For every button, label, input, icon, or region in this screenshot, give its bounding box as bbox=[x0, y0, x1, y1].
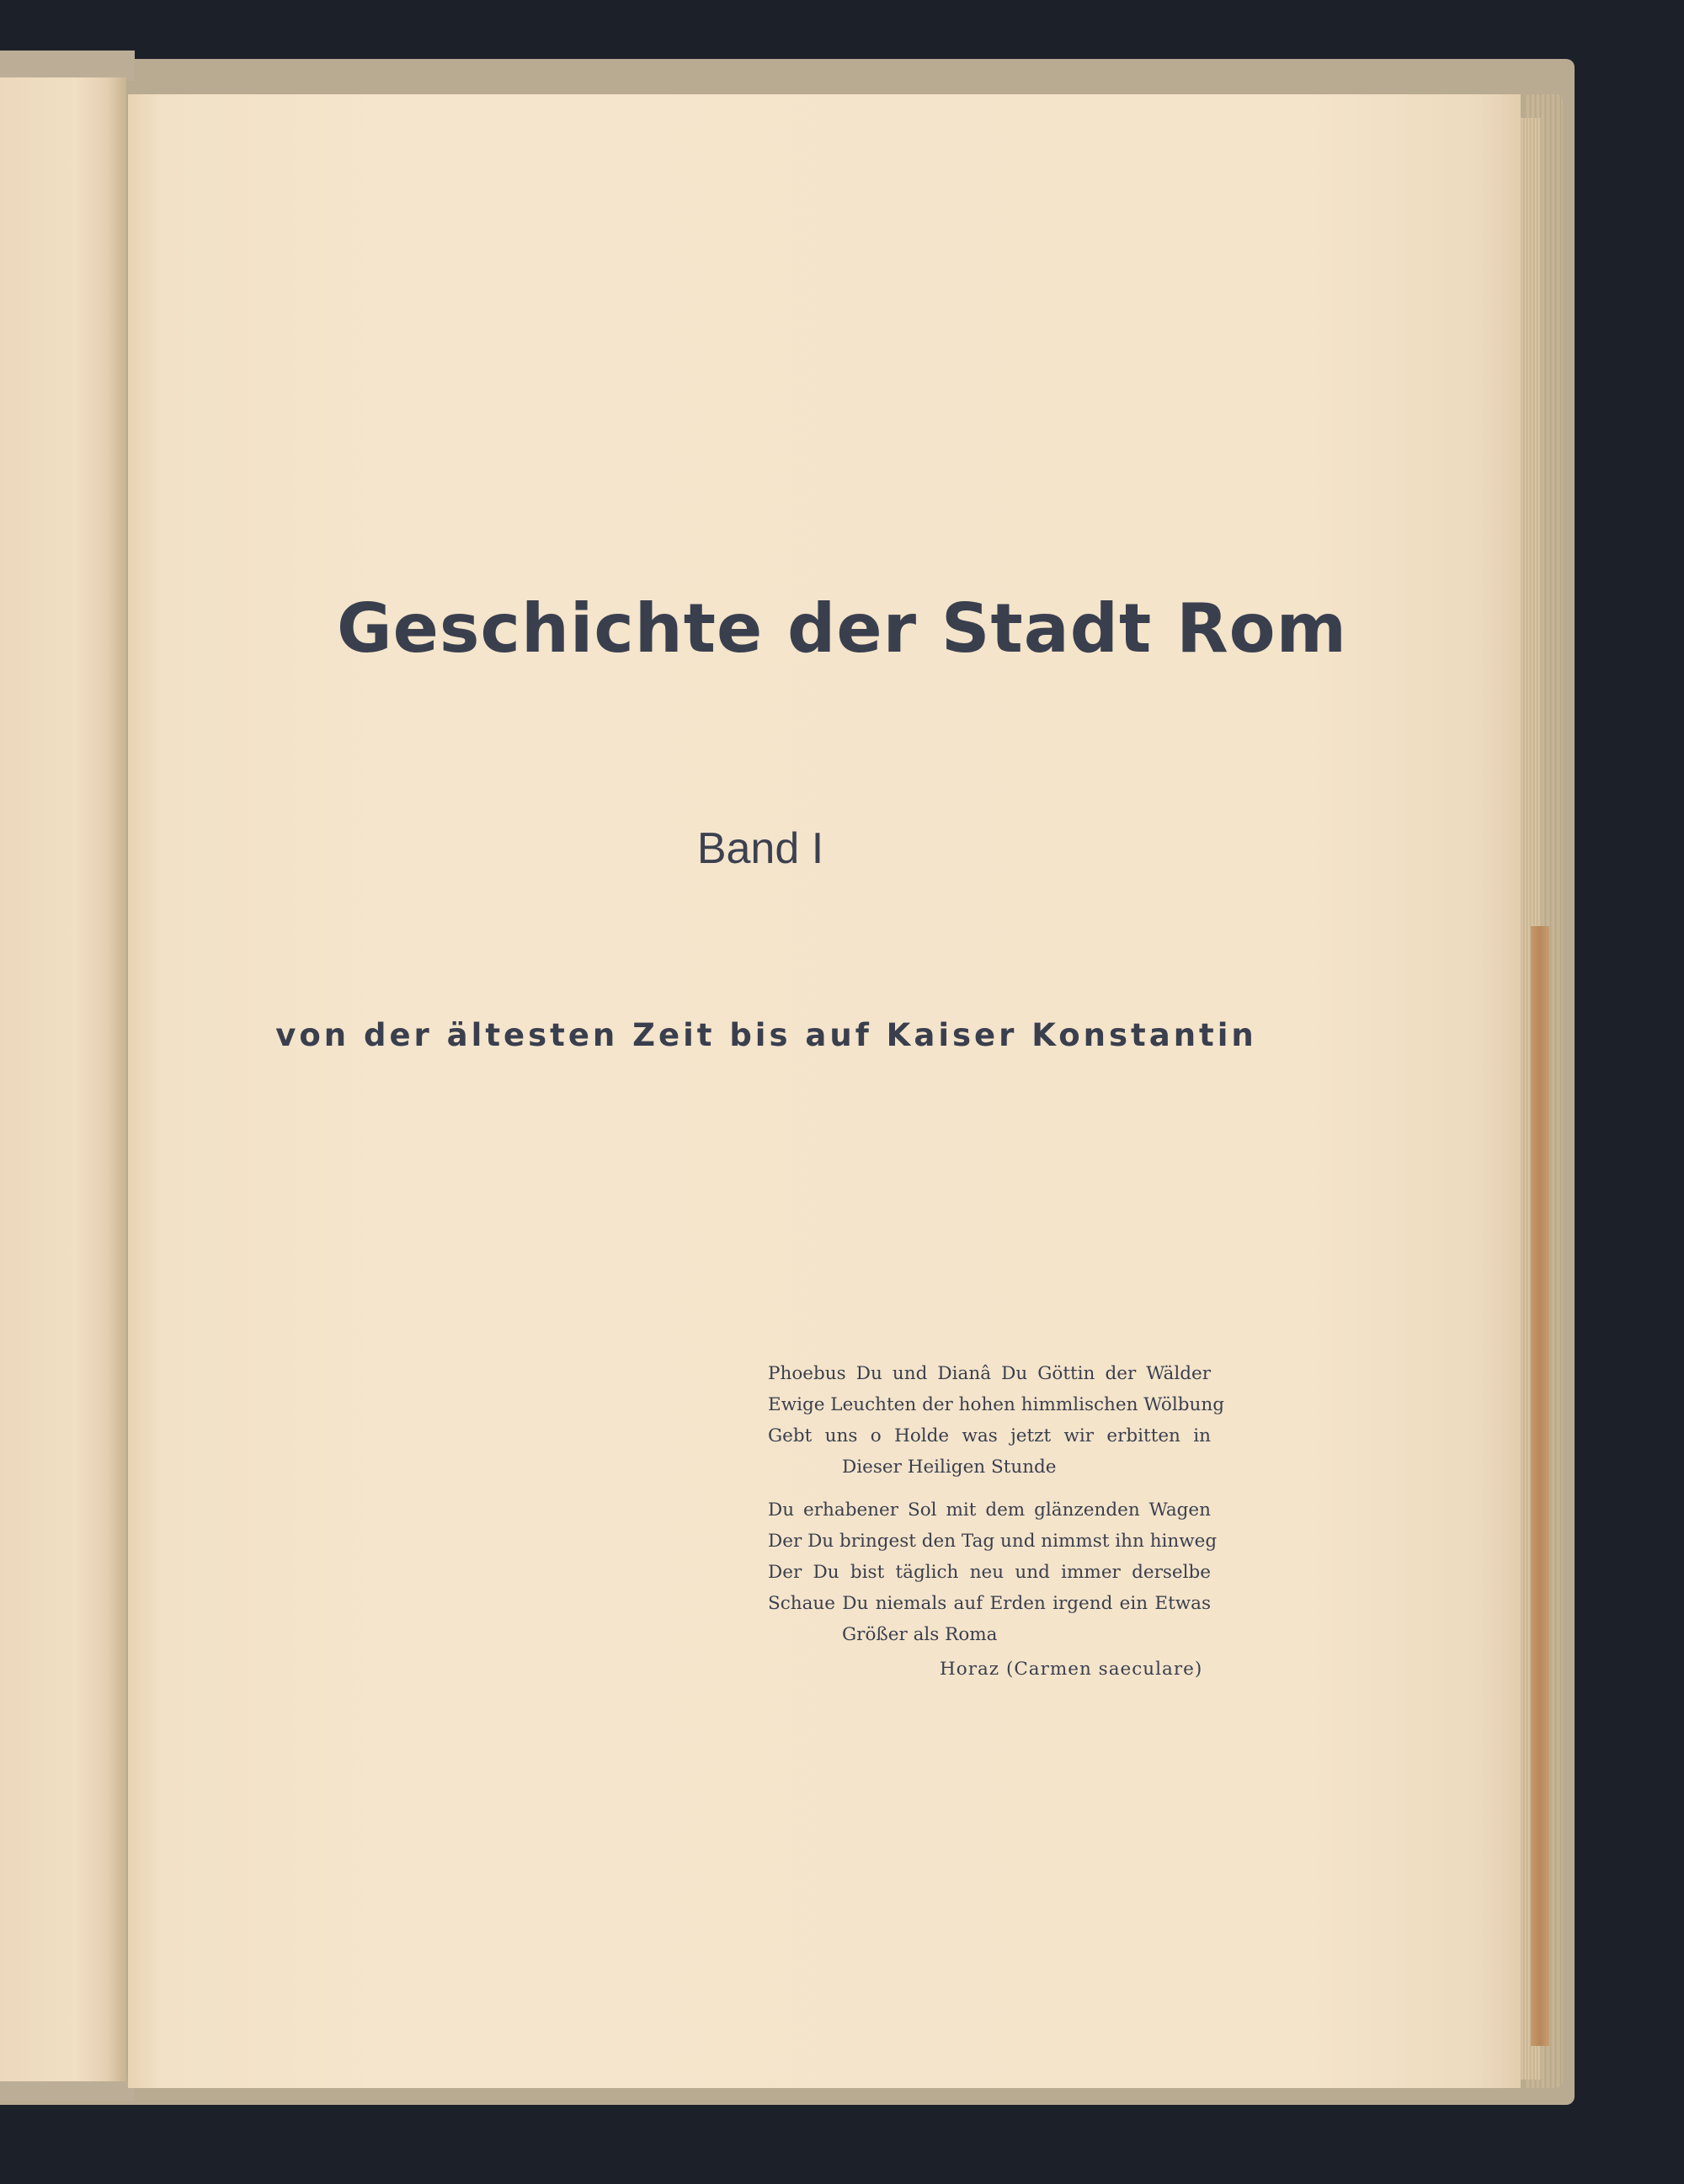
poem-line: Größer als Roma bbox=[842, 1624, 998, 1645]
poem-line: Schaue Du niemals auf Erden irgend ein Etwas bbox=[768, 1593, 1211, 1614]
poem-line: Du erhabener Sol mit dem glänzenden Wagen bbox=[768, 1500, 1211, 1521]
title-page bbox=[128, 94, 1521, 2088]
poem-line: Phoebus Du und Dianâ Du Göttin der Wälder bbox=[768, 1363, 1211, 1384]
page-edges-tinted bbox=[1531, 926, 1549, 2046]
volume-label: Band I bbox=[696, 824, 824, 873]
left-page bbox=[0, 77, 126, 2081]
poem-attribution: Horaz (Carmen saeculare) bbox=[940, 1659, 1203, 1680]
book-title: Geschichte der Stadt Rom bbox=[336, 589, 1347, 668]
stanza-gap bbox=[768, 1483, 1223, 1494]
poem-line: Der Du bringest den Tag und nimmst ihn hinweg bbox=[768, 1531, 1218, 1552]
left-cover-top bbox=[0, 51, 135, 81]
book-subtitle: von der ältesten Zeit bis auf Kaiser Konstantin bbox=[275, 1017, 1257, 1053]
left-cover-bottom bbox=[0, 2078, 135, 2101]
poem-line: Gebt uns o Holde was jetzt wir erbitten in bbox=[768, 1425, 1211, 1446]
poem-line: Ewige Leuchten der hohen himmlischen Wölbung bbox=[768, 1394, 1224, 1415]
poem-line: Dieser Heiligen Stunde bbox=[842, 1457, 1057, 1478]
epigraph-poem bbox=[768, 1358, 1223, 1650]
poem-line: Der Du bist täglich neu und immer derselbe bbox=[768, 1562, 1211, 1583]
